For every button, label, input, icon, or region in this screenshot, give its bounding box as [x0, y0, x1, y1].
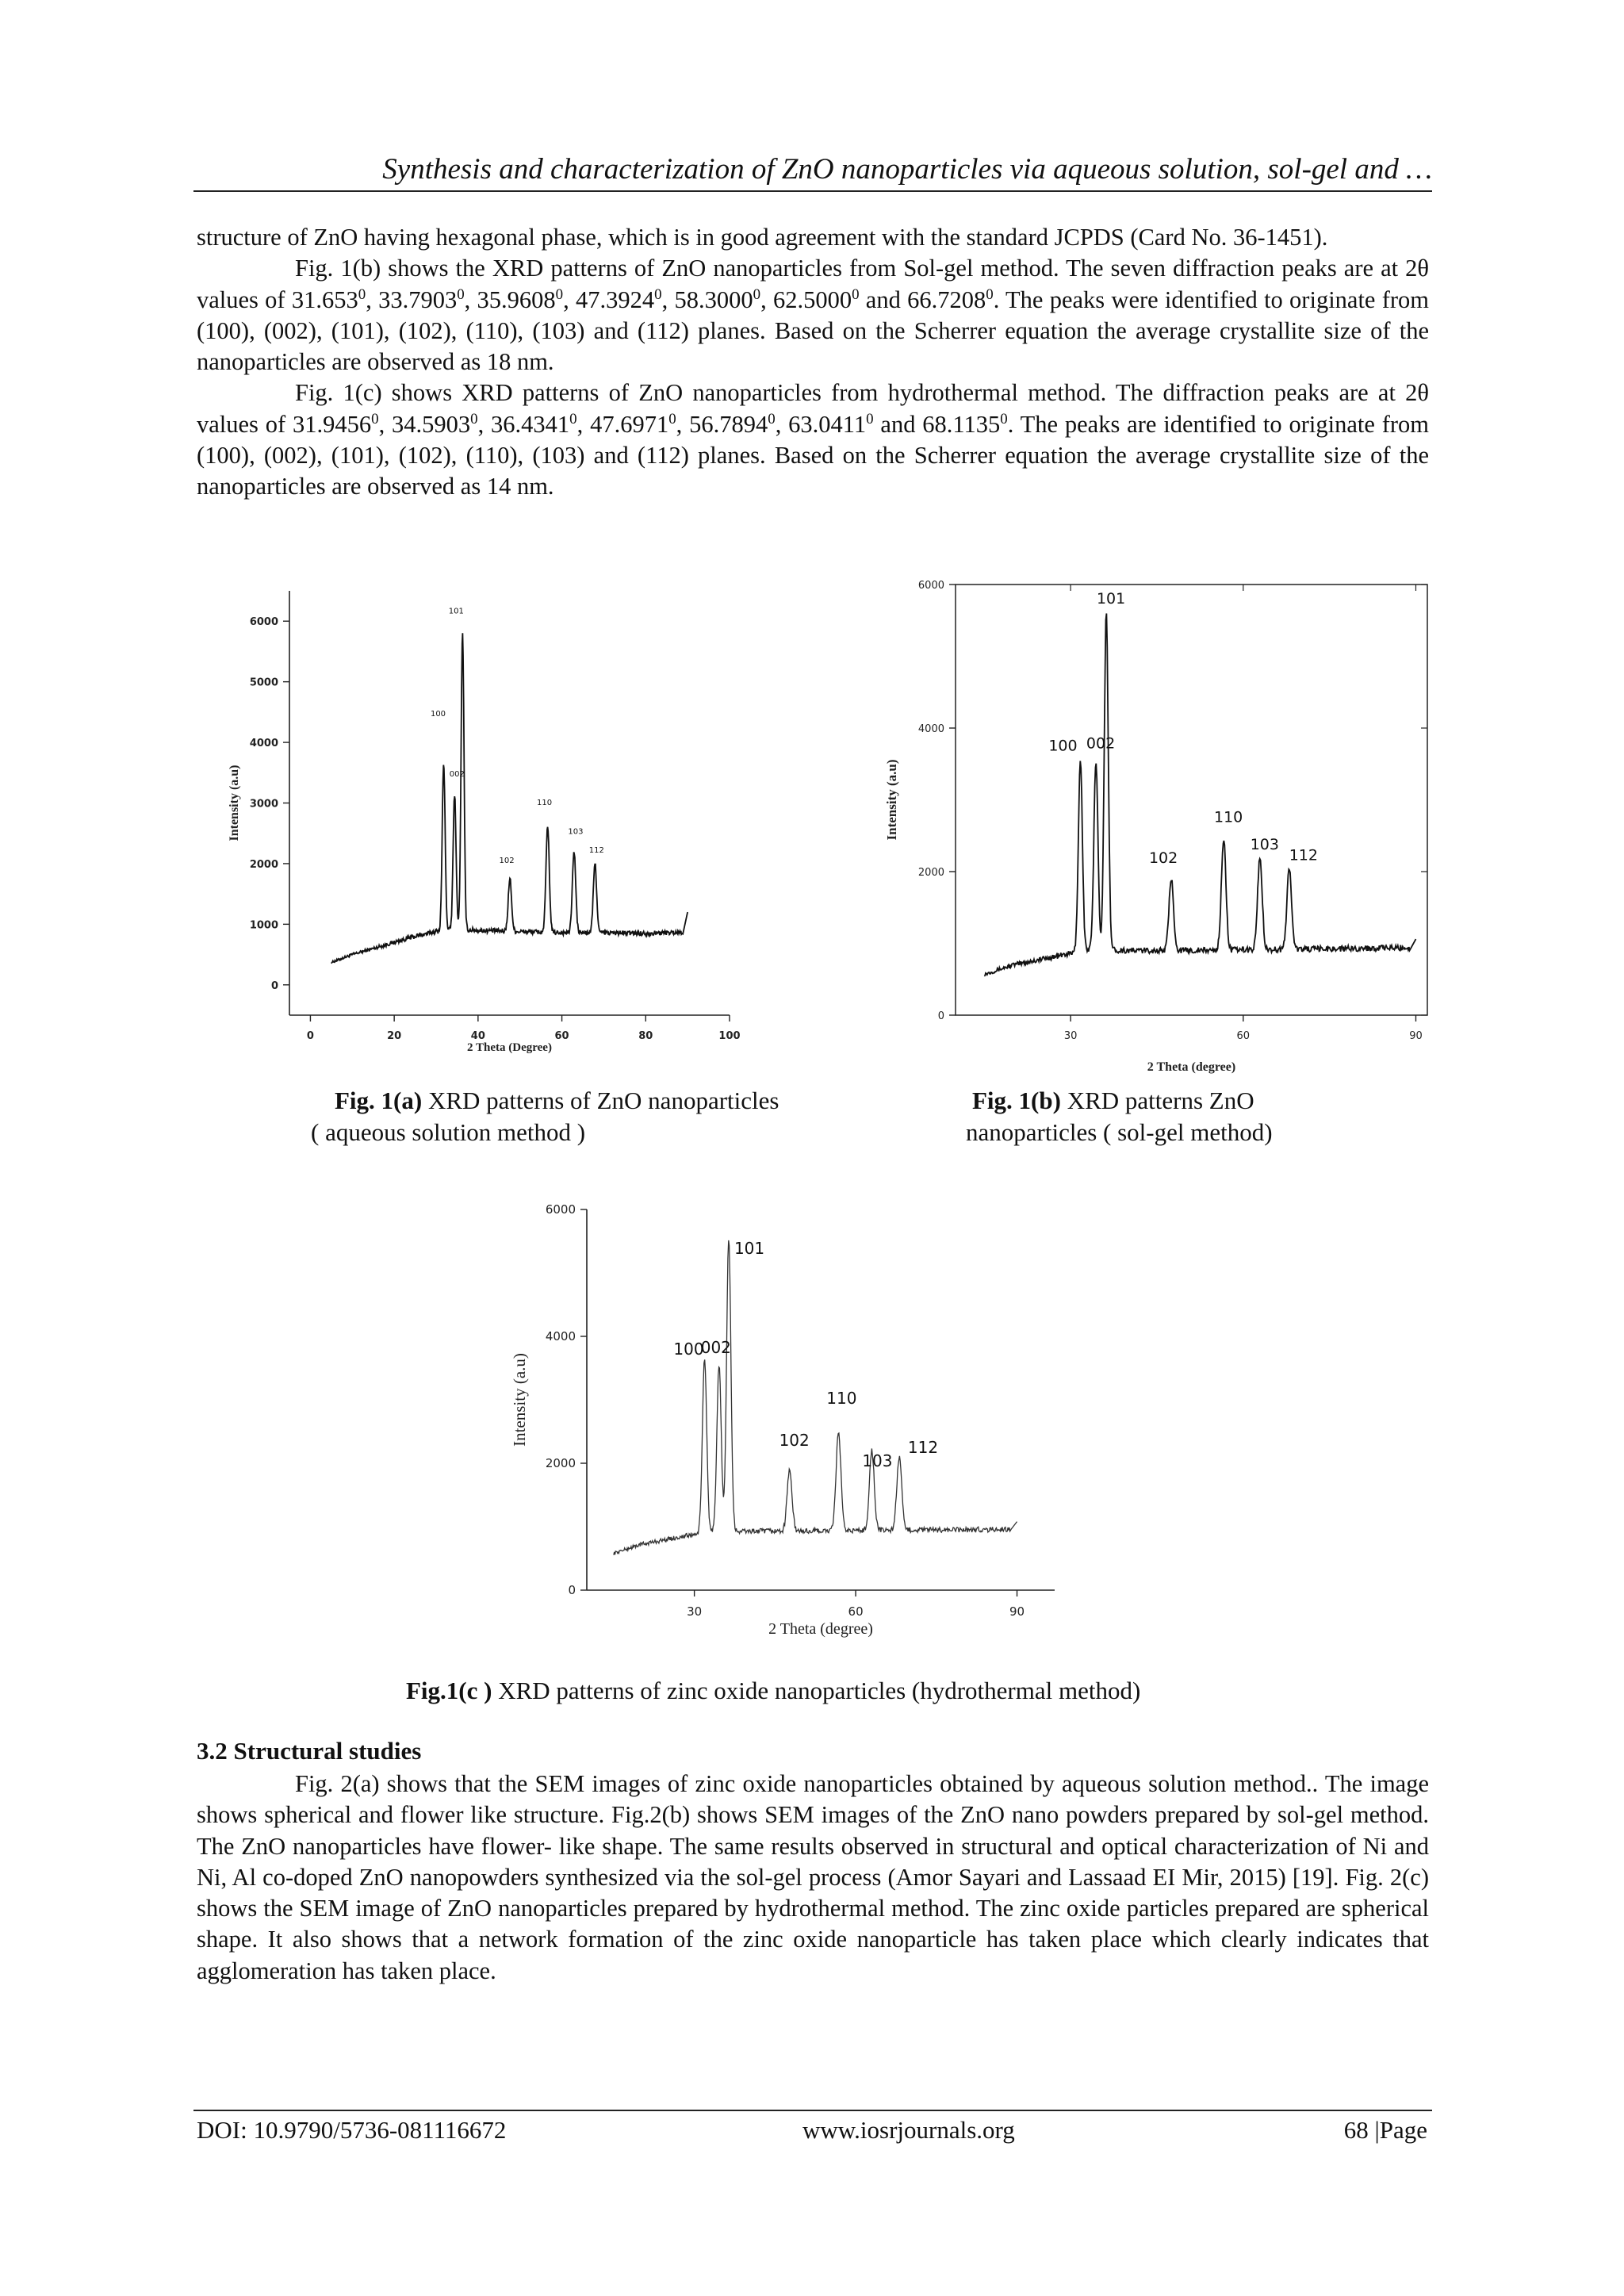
x-tick-label: 60: [554, 1030, 569, 1042]
degree-mark: 0: [358, 286, 366, 303]
degree-mark: 0: [457, 286, 465, 303]
footer-page-number: 68 |Page: [1343, 2116, 1427, 2144]
degree-mark: 0: [569, 410, 577, 427]
peak-label: 002: [700, 1338, 731, 1357]
y-axis-label: Intensity (a.u): [228, 765, 241, 841]
degree-mark: 0: [768, 410, 776, 427]
figure-1b: [872, 575, 1443, 1083]
figure-1c: [508, 1202, 1078, 1646]
y-tick-label: 6000: [545, 1202, 576, 1217]
para2-angle: 62.5000: [772, 286, 852, 313]
caption-1b: [972, 1085, 1254, 1117]
degree-mark: 0: [555, 286, 564, 303]
x-axis-label: 2 Theta (degree): [1147, 1060, 1236, 1074]
y-tick-label: 6000: [249, 616, 278, 629]
y-tick-label: 4000: [545, 1329, 576, 1343]
caption-1b-label: Fig. 1(b): [972, 1087, 1061, 1114]
peak-label: 102: [779, 1431, 810, 1450]
x-tick-label: 90: [1409, 1030, 1423, 1042]
paragraph-hydrothermal: Fig. 1(c) shows XRD patterns of ZnO nanoparticles from hydrothermal method. The diffraction peaks are at 2θ values of 31.9456$^0$, 34.5903$^0$, 36.4341$^0$, 47.6971$^0$, 56.7894$^0$, 63.0411$^0$ and 68.1135$^0$. The peaks are identified to originate from (100), (002), (101), (102), (110), (103) and (112) planes. Based on the Scherrer equation the average crystallite size of the nanoparticles are observed as 14 nm.: [197, 379, 1429, 500]
xrd-chart-sol-gel: [872, 575, 1443, 1083]
para3-angle: 63.0411: [788, 410, 867, 438]
peak-label: 002: [449, 770, 465, 780]
caption-1a: [335, 1085, 779, 1117]
caption-1c-label: Fig.1(c ): [406, 1677, 492, 1704]
y-axis-label: Intensity (a.u): [510, 1353, 529, 1447]
y-tick-label: 0: [568, 1583, 576, 1597]
x-tick-label: 40: [470, 1030, 485, 1042]
para3-angle: 47.6971: [590, 410, 669, 438]
caption-1c-text: XRD patterns of zinc oxide nanoparticles (hydrothermal method): [492, 1677, 1141, 1704]
section-heading: 3.2 Structural studies: [197, 1737, 422, 1765]
para3-and: and: [873, 410, 923, 438]
y-tick-label: 1000: [249, 919, 278, 932]
x-tick-label: 60: [848, 1604, 864, 1619]
para3-angle: 36.4341: [491, 410, 570, 438]
y-tick-label: 2000: [917, 867, 944, 879]
degree-mark: 0: [668, 410, 676, 427]
x-tick-label: 90: [1009, 1604, 1025, 1619]
degree-mark: 0: [866, 410, 874, 427]
footer-doi: DOI: 10.9790/5736-081116672: [197, 2116, 507, 2144]
peak-label: 100: [673, 1340, 704, 1359]
degree-mark: 0: [852, 286, 860, 303]
caption-1b-line2: nanoparticles ( sol-gel method): [966, 1118, 1273, 1146]
para2-angle: 31.653: [291, 286, 358, 313]
caption-1a-line2: ( aqueous solution method ): [311, 1118, 586, 1146]
para2-and: and: [859, 286, 908, 313]
peak-label: 100: [430, 709, 446, 719]
para2-lead: Fig. 1(b) shows the XRD patterns of ZnO nanoparticles from Sol-gel method. The seven diffraction peaks are at 2θ values of: [197, 255, 1429, 313]
x-axis-label: 2 Theta (degree): [768, 1620, 873, 1638]
para2-tail: . The peaks were identified to originate from (100), (002), (101), (102), (110), (103) and (112) planes. Based on the Scherrer equation the average crystallite size of the nanoparticles are observed as 18 nm.: [197, 286, 1430, 376]
peak-label: 101: [733, 1239, 765, 1258]
peak-label: 112: [907, 1438, 939, 1457]
y-tick-label: 5000: [249, 677, 278, 689]
peak-label: 102: [1148, 849, 1178, 868]
paragraph-jcpds: structure of ZnO having hexagonal phase, which is in good agreement with the standard JCPDS (Card No. 36-1451).: [197, 224, 1328, 251]
para2-angle: 66.7208: [907, 286, 986, 313]
xrd-chart-aqueous: [206, 583, 745, 1059]
x-tick-label: 30: [1063, 1030, 1078, 1042]
y-tick-label: 6000: [917, 580, 944, 592]
y-tick-label: 2000: [545, 1456, 576, 1470]
peak-label: 110: [1214, 808, 1243, 826]
peak-label: 101: [448, 607, 464, 616]
peak-label: 103: [1250, 835, 1279, 853]
degree-mark: 0: [753, 286, 761, 303]
para3-angle: 68.1135: [922, 410, 1001, 438]
caption-1c: [406, 1675, 1140, 1707]
peak-label: 100: [1048, 737, 1078, 755]
peak-label: 102: [499, 857, 515, 866]
y-tick-label: 3000: [249, 798, 278, 811]
footer-rule: [193, 2110, 1432, 2111]
body-text-bottom: [197, 1769, 1429, 1987]
peak-label: 112: [1289, 846, 1318, 864]
xrd-chart-hydrothermal: [508, 1202, 1078, 1646]
xrd-spectrum-line: [614, 1240, 1017, 1555]
x-tick-label: 30: [687, 1604, 703, 1619]
caption-1a-label: Fig. 1(a): [335, 1087, 423, 1114]
xrd-spectrum-line: [331, 633, 688, 964]
para2-angle: 33.7903: [378, 286, 458, 313]
para3-tail: . The peaks are identified to originate from (100), (002), (101), (102), (110), (103) and (112) planes. Based on the Scherrer equation the average crystallite size of the nanoparticles are observed as 14 nm.: [197, 410, 1429, 500]
figure-1a: [206, 583, 745, 1059]
y-tick-label: 0: [270, 979, 278, 992]
paragraph-sem: Fig. 2(a) shows that the SEM images of zinc oxide nanoparticles obtained by aqueous solution method.. The image shows spherical and flower like structure. Fig.2(b) shows SEM images of the ZnO nano powders prepared by sol-gel method. The ZnO nanoparticles have flower- like shape. The same results observed in structural and optical characterization of Ni and Ni, Al co-doped ZnO nanopowders synthesized via the sol-gel process (Amor Sayari and Lassaad EI Mir, 2015) [19]. Fig. 2(c) shows the SEM image of ZnO nanoparticles prepared by hydrothermal method. The zinc oxide particles prepared are spherical shape. It also shows that a network formation of the zinc oxide nanoparticle has taken place which clearly indicates that agglomeration has taken place.: [197, 1770, 1429, 1984]
caption-1b-text: XRD patterns ZnO: [1060, 1087, 1254, 1114]
para3-angle: 31.9456: [292, 410, 372, 438]
x-tick-label: 80: [638, 1030, 653, 1042]
x-tick-label: 100: [718, 1030, 741, 1042]
y-tick-label: 2000: [249, 858, 278, 871]
y-tick-label: 0: [937, 1010, 944, 1022]
peak-label: 103: [862, 1451, 893, 1470]
peak-label: 101: [1096, 590, 1126, 608]
paragraph-sol-gel: Fig. 1(b) shows the XRD patterns of ZnO nanoparticles from Sol-gel method. The seven diffraction peaks are at 2θ values of 31.653$^0$, 33.7903$^0$, 35.9608$^0$, 47.3924$^0$, 58.3000$^0$, 62.5000$^0$ and 66.7208$^0$. The peaks were identified to originate from (100), (002), (101), (102), (110), (103) and (112) planes. Based on the Scherrer equation the average crystallite size of the nanoparticles are observed as 18 nm.: [197, 255, 1430, 376]
degree-mark: 0: [470, 410, 478, 427]
peak-label: 112: [588, 845, 604, 855]
peak-label: 110: [826, 1389, 857, 1408]
peak-label: 002: [1086, 734, 1116, 753]
para3-angle: 34.5903: [392, 410, 471, 438]
x-tick-label: 0: [306, 1030, 314, 1042]
xrd-spectrum-line: [984, 614, 1415, 976]
degree-mark: 0: [371, 410, 379, 427]
x-tick-label: 60: [1236, 1030, 1251, 1042]
body-text-top: [197, 222, 1429, 503]
y-tick-label: 4000: [249, 738, 278, 750]
peak-label: 103: [568, 827, 584, 837]
x-axis-label: 2 Theta (Degree): [467, 1041, 552, 1054]
para2-angle: 35.9608: [477, 286, 556, 313]
para2-angle: 58.3000: [674, 286, 753, 313]
caption-1a-text: XRD patterns of ZnO nanoparticles: [422, 1087, 779, 1114]
degree-mark: 0: [986, 286, 994, 303]
degree-mark: 0: [654, 286, 662, 303]
x-tick-label: 20: [387, 1030, 402, 1042]
y-axis-label: Intensity (a.u): [884, 759, 899, 841]
y-tick-label: 4000: [917, 723, 944, 735]
footer-website: www.iosrjournals.org: [802, 2116, 1015, 2144]
header-rule: [193, 190, 1432, 192]
running-head: Synthesis and characterization of ZnO nanoparticles via aqueous solution, sol-gel and …: [382, 153, 1432, 186]
para3-lead: Fig. 1(c) shows XRD patterns of ZnO nanoparticles from hydrothermal method. The diffraction peaks are at 2θ values of: [197, 379, 1429, 438]
para3-angle: 56.7894: [689, 410, 768, 438]
peak-label: 110: [537, 799, 553, 808]
degree-mark: 0: [1000, 410, 1008, 427]
para2-angle: 47.3924: [576, 286, 655, 313]
